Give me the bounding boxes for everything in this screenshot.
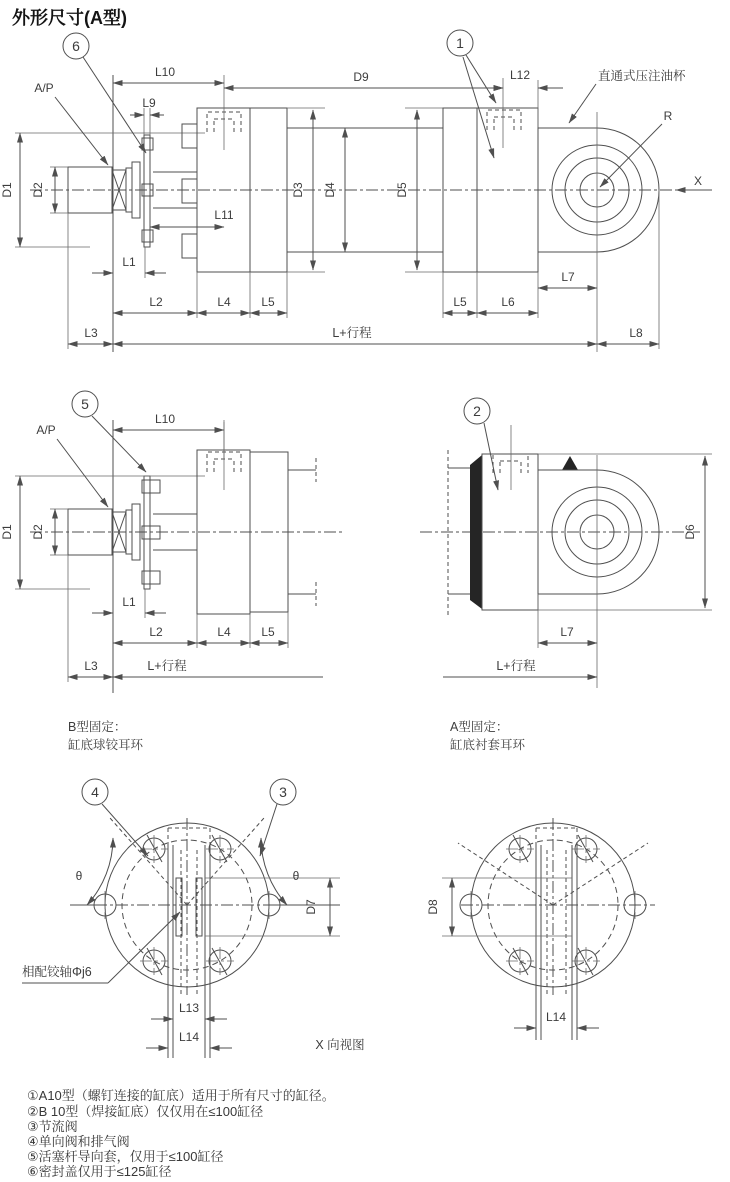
- callout-5-number: 5: [81, 396, 89, 412]
- label-x: X: [693, 174, 703, 188]
- label-l5-rear: L5: [453, 295, 467, 309]
- label-l3: L3: [84, 326, 98, 340]
- page-title: 外形尺寸(A型): [12, 8, 127, 28]
- label-pin-note: 相配铰轴Φj6: [22, 965, 92, 979]
- label-d3: D3: [291, 182, 305, 198]
- caption-b-type-1: B型固定：: [68, 720, 127, 734]
- label-l14: L14: [545, 1010, 567, 1024]
- note-line: ③节流阀: [27, 1119, 78, 1134]
- callout-1-number: 1: [456, 35, 464, 51]
- note-line: ②B 10型（焊接缸底）仅仅用在≤100缸径: [27, 1104, 264, 1119]
- label-d5: D5: [395, 182, 409, 198]
- label-l9: L9: [142, 96, 156, 110]
- label-theta-left: θ: [75, 869, 83, 883]
- label-d9: D9: [353, 70, 369, 84]
- note-line: ⑤活塞杆导向套，仅用于≤100缸径: [27, 1149, 224, 1164]
- caption-a-type-1: A型固定：: [450, 720, 509, 734]
- label-l10: L10: [154, 412, 176, 426]
- label-d4: D4: [323, 182, 337, 198]
- label-l14: L14: [178, 1030, 200, 1044]
- note-line: ④单向阀和排气阀: [27, 1134, 130, 1149]
- label-d1: D1: [0, 524, 14, 540]
- note-line: ①A10型（螺钉连接的缸底）适用于所有尺寸的缸径。: [27, 1088, 335, 1103]
- callout-6-number: 6: [72, 38, 80, 54]
- callout-4-number: 4: [91, 784, 99, 800]
- label-l5: L5: [261, 625, 275, 639]
- label-d1: D1: [0, 182, 14, 198]
- x-direction-view-label: X 向视图: [315, 1038, 365, 1052]
- label-grease-cup: 直通式压注油杯: [598, 69, 686, 83]
- label-d7: D7: [304, 899, 318, 915]
- caption-b-type-2: 缸底球铰耳环: [68, 738, 144, 752]
- label-l4: L4: [217, 625, 231, 639]
- label-theta-right: θ: [292, 869, 300, 883]
- label-l2: L2: [149, 625, 163, 639]
- label-l1: L1: [122, 595, 136, 609]
- label-l12: L12: [509, 68, 531, 82]
- label-l3: L3: [84, 659, 98, 673]
- callout-2-number: 2: [473, 403, 481, 419]
- caption-a-type-2: 缸底衬套耳环: [450, 738, 526, 752]
- label-l1: L1: [122, 255, 136, 269]
- label-l6: L6: [501, 295, 515, 309]
- label-l2: L2: [149, 295, 163, 309]
- label-ap: A/P: [34, 81, 54, 95]
- label-d8: D8: [426, 899, 440, 915]
- label-d2: D2: [31, 524, 45, 540]
- label-l13: L13: [178, 1001, 200, 1015]
- label-l8: L8: [629, 326, 643, 340]
- label-l5-front: L5: [261, 295, 275, 309]
- label-ap: A/P: [36, 423, 56, 437]
- label-d2: D2: [31, 182, 45, 198]
- label-l7: L7: [561, 270, 575, 284]
- label-l7: L7: [560, 625, 574, 639]
- callout-3-number: 3: [279, 784, 287, 800]
- note-line: ⑥密封盖仅用于≤125缸径: [27, 1164, 172, 1179]
- label-r: R: [663, 109, 673, 123]
- weld-bead: [470, 455, 482, 609]
- label-stroke: L+行程: [147, 659, 187, 673]
- label-stroke: L+行程: [332, 326, 372, 340]
- label-l4: L4: [217, 295, 231, 309]
- label-stroke: L+行程: [496, 659, 536, 673]
- label-l11: L11: [214, 208, 234, 222]
- label-l10: L10: [154, 65, 176, 79]
- label-d6: D6: [683, 524, 697, 540]
